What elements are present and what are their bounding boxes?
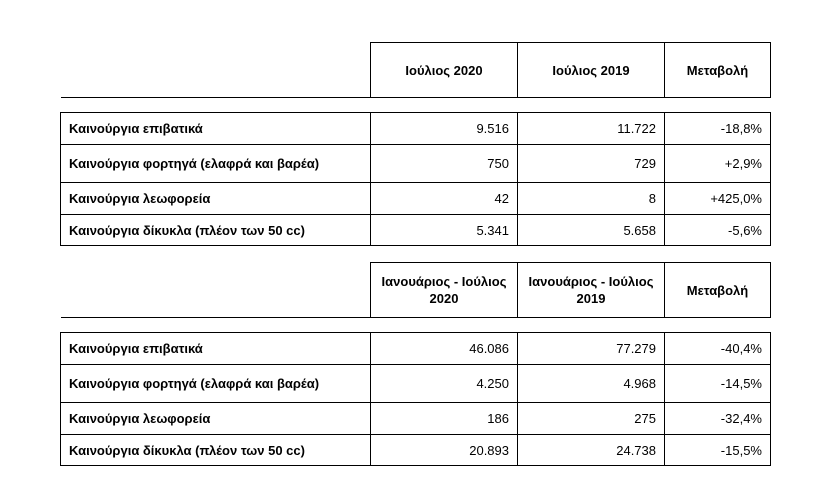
value-2020: 186	[371, 403, 518, 435]
table-header-row	[61, 43, 771, 98]
value-2019: 77.279	[518, 333, 665, 365]
row-label: Καινούργια φορτηγά (ελαφρά και βαρέα)	[61, 145, 371, 183]
table-row	[61, 215, 771, 246]
value-2019: 5.658	[518, 215, 665, 246]
value-2019: 24.738	[518, 435, 665, 466]
value-change: -40,4%	[665, 333, 771, 365]
row-label: Καινούργια επιβατικά	[61, 333, 371, 365]
header-blank-cell	[61, 263, 371, 318]
row-label: Καινούργια δίκυκλα (πλέον των 50 cc)	[61, 215, 371, 246]
table-row	[61, 435, 771, 466]
header-july-2019: Ιούλιος 2019	[518, 43, 665, 98]
header-july-2020: Ιούλιος 2020	[371, 43, 518, 98]
value-change: +2,9%	[665, 145, 771, 183]
value-2020: 4.250	[371, 365, 518, 403]
row-label: Καινούργια φορτηγά (ελαφρά και βαρέα)	[61, 365, 371, 403]
header-jan-jul-2019: Ιανουάριος - Ιούλιος 2019	[518, 263, 665, 318]
value-2020: 20.893	[371, 435, 518, 466]
header-jan-jul-2020: Ιανουάριος - Ιούλιος 2020	[371, 263, 518, 318]
table-row	[61, 403, 771, 435]
value-change: -15,5%	[665, 435, 771, 466]
value-change: -5,6%	[665, 215, 771, 246]
value-2020: 5.341	[371, 215, 518, 246]
header-blank-cell	[61, 43, 371, 98]
value-2020: 9.516	[371, 113, 518, 145]
row-label: Καινούργια λεωφορεία	[61, 183, 371, 215]
value-change: -14,5%	[665, 365, 771, 403]
row-label: Καινούργια λεωφορεία	[61, 403, 371, 435]
header-change: Μεταβολή	[665, 43, 771, 98]
table-row	[61, 183, 771, 215]
value-2019: 275	[518, 403, 665, 435]
table-row	[61, 333, 771, 365]
table-header-row	[61, 263, 771, 318]
value-2019: 729	[518, 145, 665, 183]
header-change: Μεταβολή	[665, 263, 771, 318]
july-registrations-table	[60, 42, 771, 246]
value-change: +425,0%	[665, 183, 771, 215]
value-2020: 46.086	[371, 333, 518, 365]
value-2020: 750	[371, 145, 518, 183]
value-2019: 8	[518, 183, 665, 215]
row-label: Καινούργια επιβατικά	[61, 113, 371, 145]
value-2020: 42	[371, 183, 518, 215]
january-july-registrations-table	[60, 262, 771, 466]
table-row	[61, 145, 771, 183]
row-label: Καινούργια δίκυκλα (πλέον των 50 cc)	[61, 435, 371, 466]
value-change: -18,8%	[665, 113, 771, 145]
table-row	[61, 113, 771, 145]
table-spacer-row	[61, 98, 771, 113]
value-2019: 4.968	[518, 365, 665, 403]
value-2019: 11.722	[518, 113, 665, 145]
value-change: -32,4%	[665, 403, 771, 435]
table-row	[61, 365, 771, 403]
table-spacer-row	[61, 318, 771, 333]
